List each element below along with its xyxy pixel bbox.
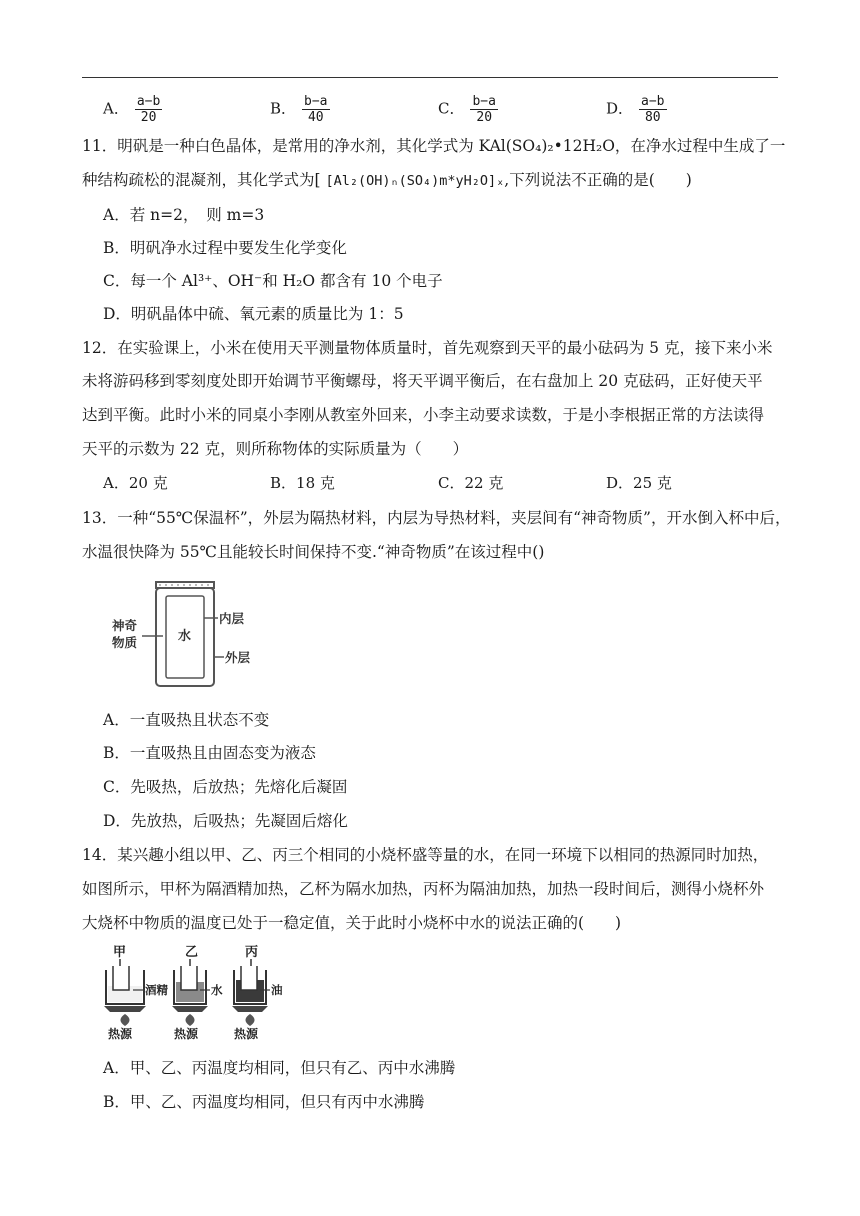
q14-stem-line-1: 14．某兴趣小组以甲、乙、丙三个相同的小烧杯盛等量的水，在同一环境下以相同的热源同时加热，	[82, 846, 769, 864]
numerator: b−a	[472, 94, 496, 109]
figure-label-magic-1: 神奇	[112, 618, 138, 633]
q11-stem-line-1: 11．明矾是一种白色晶体，是常用的净水剂，其化学式为 KAl(SO₄)₂•12H₂O，在净水过程中生成了一	[82, 137, 786, 155]
liquid-label-oil: 油	[271, 983, 283, 997]
q11-stem-post: ,下列说法不正确的是( )	[504, 171, 692, 189]
beaker-jia	[104, 945, 168, 1041]
heat-source-label-2: 热源	[174, 1027, 199, 1041]
q12-stem-line-4: 天平的示数为 22 克，则所称物体的实际质量为（ ）	[82, 440, 469, 458]
q14-stem-line-2: 如图所示，甲杯为隔酒精加热，乙杯为隔水加热，丙杯为隔油加热，加热一段时间后，测得小烧杯外	[82, 880, 765, 898]
heat-source-label-1: 热源	[108, 1027, 133, 1041]
liquid-label-water: 水	[211, 983, 223, 997]
q11-option-c[interactable]: C．每一个 Al³⁺、OH⁻和 H₂O 都含有 10 个电子	[103, 272, 443, 290]
q14-stem-line-3: 大烧杯中物质的温度已处于一稳定值，关于此时小烧杯中水的说法正确的( )	[82, 914, 622, 932]
q10-option-d[interactable]	[606, 94, 667, 125]
q12-option-a[interactable]: A．20 克	[103, 474, 168, 492]
thermos-cup-figure	[108, 580, 268, 692]
denominator: 20	[140, 110, 157, 125]
q13-option-c[interactable]: C．先吸热，后放热；先熔化后凝固	[103, 778, 348, 796]
q11-option-a[interactable]: A．若 n=2， 则 m=3	[103, 206, 265, 224]
liquid-label-alcohol: 酒精	[145, 983, 168, 997]
heat-source-label-3: 热源	[234, 1027, 259, 1041]
denominator: 80	[644, 110, 661, 125]
figure-label-magic-2: 物质	[112, 635, 138, 650]
denominator: 20	[476, 110, 493, 125]
q12-stem-line-1: 12．在实验课上，小米在使用天平测量物体质量时，首先观察到天平的最小砝码为 5 克，接下来小米	[82, 339, 773, 357]
q13-option-b[interactable]: B．一直吸热且由固态变为液态	[103, 744, 316, 762]
denominator: 40	[307, 110, 324, 125]
q11-option-b[interactable]: B．明矾净水过程中要发生化学变化	[103, 239, 347, 257]
flame-icon	[121, 1014, 130, 1026]
figure-label-water: 水	[178, 629, 192, 644]
beaker-label-bing: 丙	[245, 945, 259, 960]
figure-label-inner: 内层	[219, 611, 245, 626]
q14-option-b[interactable]: B．甲、乙、丙温度均相同，但只有丙中水沸腾	[103, 1093, 425, 1111]
fraction	[470, 94, 497, 125]
option-label: B．	[270, 99, 297, 118]
fraction	[302, 94, 329, 125]
option-label: A．	[103, 99, 129, 118]
q10-option-b[interactable]	[270, 94, 330, 125]
option-label: D．	[606, 99, 634, 118]
q12-option-d[interactable]: D．25 克	[606, 474, 672, 492]
three-beakers-figure	[100, 942, 290, 1042]
q11-stem-pre: 种结构疏松的混凝剂，其化学式为[	[82, 171, 326, 189]
q12-stem-line-3: 达到平衡。此时小米的同桌小李刚从教室外回来，小李主动要求读数，于是小李根据正常的方法读得	[82, 406, 765, 424]
beaker-label-jia: 甲	[113, 945, 127, 960]
numerator: b−a	[304, 94, 328, 109]
beaker-label-yi: 乙	[185, 945, 199, 960]
beaker-yi	[172, 945, 223, 1041]
q13-option-d[interactable]: D．先放热，后吸热；先凝固后熔化	[103, 812, 348, 830]
q11-stem-line-2	[82, 170, 692, 191]
q10-option-a[interactable]	[103, 94, 162, 125]
flame-icon	[246, 1014, 255, 1026]
numerator: a−b	[641, 94, 665, 109]
q14-option-a[interactable]: A．甲、乙、丙温度均相同，但只有乙、丙中水沸腾	[103, 1059, 456, 1077]
q12-option-b[interactable]: B．18 克	[270, 474, 335, 492]
q13-stem-line-1: 13．一种“55℃保温杯”，外层为隔热材料，内层为导热材料，夹层间有“神奇物质”，开水倒入杯中后，	[82, 509, 791, 527]
numerator: a−b	[136, 94, 161, 109]
q13-stem-line-2: 水温很快降为 55℃且能较长时间保持不变.“神奇物质”在该过程中()	[82, 543, 545, 561]
q12-stem-line-2: 未将游码移到零刻度处即开始调节平衡螺母，将天平调平衡后，在右盘加上 20 克砝码，正好使天平	[82, 372, 763, 390]
option-label: C．	[438, 99, 465, 118]
figure-label-outer: 外层	[225, 650, 251, 665]
q11-option-d[interactable]: D．明矾晶体中硫、氧元素的质量比为 1：5	[103, 305, 404, 323]
fraction	[135, 94, 162, 125]
q12-option-c[interactable]: C．22 克	[438, 474, 504, 492]
flame-icon	[186, 1014, 195, 1026]
q11-formula: [Al₂(OH)ₙ(SO₄)m*yH₂O]ₓ	[325, 173, 505, 189]
fraction	[639, 94, 666, 125]
q13-option-a[interactable]: A．一直吸热且状态不变	[103, 711, 270, 729]
header-rule	[82, 77, 778, 78]
q10-option-c[interactable]	[438, 94, 498, 125]
beaker-bing	[232, 945, 283, 1041]
